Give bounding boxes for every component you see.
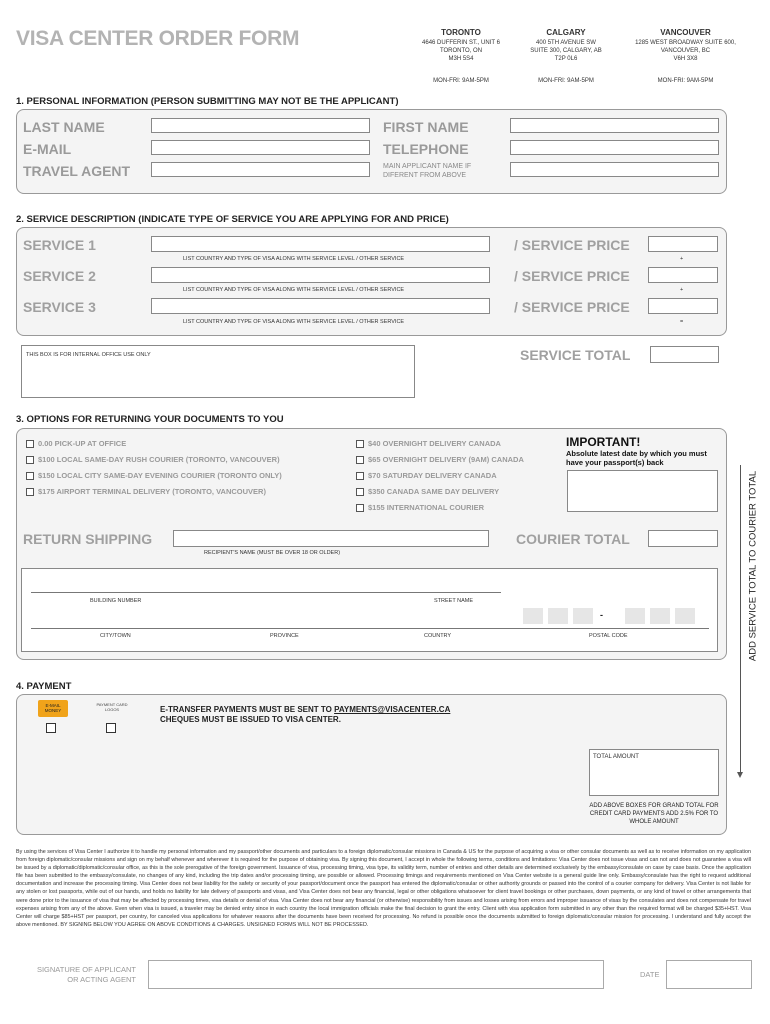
checkbox[interactable] bbox=[26, 472, 34, 480]
form-title: VISA CENTER ORDER FORM bbox=[16, 27, 300, 50]
service-3-price-input[interactable] bbox=[648, 298, 718, 314]
option-label: $350 CANADA SAME DAY DELIVERY bbox=[368, 487, 500, 496]
option-label: $65 OVERNIGHT DELIVERY (9AM) CANADA bbox=[368, 455, 524, 464]
checkbox[interactable] bbox=[356, 504, 364, 512]
postal-digit-box[interactable] bbox=[625, 608, 645, 624]
service-3-price-label: / SERVICE PRICE bbox=[514, 299, 630, 315]
office-use-label: THIS BOX IS FOR INTERNAL OFFICE USE ONLY bbox=[26, 352, 151, 358]
checkbox[interactable] bbox=[26, 440, 34, 448]
card-checkbox[interactable] bbox=[106, 723, 116, 733]
total-amount-box[interactable] bbox=[589, 749, 719, 796]
service-2-input[interactable] bbox=[151, 267, 490, 283]
office-address-line: VANCOUVER, BC bbox=[660, 48, 711, 54]
office-address-line: 4646 DUFFERIN ST., UNIT 6 bbox=[422, 40, 500, 46]
payment-email-link[interactable]: PAYMENTS@VISACENTER.CA bbox=[334, 705, 451, 714]
courier-total-input[interactable] bbox=[648, 530, 718, 547]
terms-text: By using the services of Visa Center I authorize it to handle my personal information and my passport/other documents and particulars to a foreign diplomatic/consular missions in Canada & US for the purpose of acquiring a visa or other consular documents as well as to receive information on my application from foreign diplomatic/consular missions and sign on my behalf whenever and wherever it is required for the purpose of obtaining visa. By signing this document, I accept in whole the following terms, conditions and limitations: Visa Center does not issue visas and can not and does not guarantee a visa will be issued by a diplomatic/diplomatic/consular office, as this is the sole prerogative of the foreign government. Issuance of visa, processing timing, visa type, its validity term, number of entries and other details are determined exclusively by the embassy/consulate on case by case basis. Once the application file has been submitted to the embassy/consulate, no changes of any kind, including the trip dates and/or processing timing, are possible or allowed. Processing timings and requirements mentioned on Visa Center website is a general guide line only. Embassy/consulate has the right to request additional documentation and increase the processing timing. Visa Center does not bear liability for the safety or security of your passport/document once the passport has entered the diplomatic/consular or other authority grounds or passed into the control of a courier company for delivery. Visa Center is not liable for any stolen or lost passports, while out of our hands, and holds no liability for late delivery of passports and visas, and Visa Center does not bear any financial, legal or other obligations whatsoever for client travel bookings or other purchases, down payments, or any kind of travel or other arrangements that were done prior to the issuance of visa that may be affected by processing times, visa details or denial of visa. Visa Center does not bear any financial (or otherwise) responsibility from issues and losses arising from errors and improper issuance of visas by the consulates and does not compensate for travel expenses arising from any of the above. Even when visa is issued, a traveler may be denied entry since in each country the local immigration officials make the final decision to grant the entry. Client with visa application form submitted in any other than the required format will be charged $35+HST. Visa Center will charge $85+HST per passport, per country, for canceled visa applications for whatever reasons after the documents have been received for processing. No refund is possible once the documents submitted to foreign diplomatic/consular mission for processing. I understand and fully accept the above mentioned. BY SIGNING BELOW YOU AGREE ON ABOVE CONDITIONS & CHARGES. UNSIGNED FORMS WILL NOT BE PROCESSED. bbox=[16, 849, 751, 928]
office-hours: MON-FRI: 9AM-5PM bbox=[538, 78, 594, 84]
option-international[interactable] bbox=[356, 501, 524, 514]
email-label: E-MAIL bbox=[23, 141, 72, 157]
office-address-line: T2P 0L6 bbox=[554, 56, 578, 62]
option-saturday[interactable] bbox=[356, 469, 524, 482]
service-1-hint: LIST COUNTRY AND TYPE OF VISA ALONG WITH SERVICE LEVEL / OTHER SERVICE bbox=[183, 256, 405, 262]
last-name-label: LAST NAME bbox=[23, 119, 105, 135]
address-line bbox=[31, 628, 709, 629]
country-label: COUNTRY bbox=[424, 633, 452, 639]
main-applicant-input[interactable] bbox=[510, 162, 719, 177]
equals-sign: = bbox=[680, 319, 684, 325]
etransfer-checkbox[interactable] bbox=[46, 723, 56, 733]
postal-digit-box[interactable] bbox=[548, 608, 568, 624]
service-1-input[interactable] bbox=[151, 236, 490, 252]
option-label: $175 AIRPORT TERMINAL DELIVERY (TORONTO, VANCOUVER) bbox=[38, 487, 266, 496]
checkbox[interactable] bbox=[356, 456, 364, 464]
date-field[interactable] bbox=[666, 960, 752, 989]
office-address-line: M3H 5S4 bbox=[448, 56, 474, 62]
option-rush-courier[interactable] bbox=[26, 453, 282, 466]
service-2-price-input[interactable] bbox=[648, 267, 718, 283]
checkbox[interactable] bbox=[356, 440, 364, 448]
postal-dash: - bbox=[600, 610, 603, 620]
plus-sign: + bbox=[680, 287, 684, 293]
last-name-input[interactable] bbox=[151, 118, 370, 133]
building-label: BUILDING NUMBER bbox=[90, 598, 142, 604]
arrow-down-icon bbox=[737, 772, 743, 778]
return-shipping-label: RETURN SHIPPING bbox=[23, 531, 153, 547]
option-pickup[interactable] bbox=[26, 437, 282, 450]
address-box bbox=[21, 568, 718, 652]
office-hours: MON-FRI: 9AM-5PM bbox=[433, 78, 489, 84]
office-toronto bbox=[416, 29, 506, 85]
cheque-instruction: CHEQUES MUST BE ISSUED TO VISA CENTER. bbox=[160, 715, 341, 724]
service-2-hint: LIST COUNTRY AND TYPE OF VISA ALONG WITH SERVICE LEVEL / OTHER SERVICE bbox=[183, 287, 405, 293]
signature-label bbox=[16, 965, 136, 985]
signature-label-line1: SIGNATURE OF APPLICANT bbox=[36, 965, 136, 974]
office-vancouver bbox=[628, 29, 743, 85]
section-1-heading: 1. PERSONAL INFORMATION (PERSON SUBMITTING MAY NOT BE THE APPLICANT) bbox=[16, 96, 399, 107]
telephone-label: TELEPHONE bbox=[383, 141, 469, 157]
important-text: Absolute latest date by which you must have your passport(s) back bbox=[566, 449, 707, 467]
side-arrow-line bbox=[740, 465, 741, 775]
email-input[interactable] bbox=[151, 140, 370, 155]
postal-digit-box[interactable] bbox=[650, 608, 670, 624]
etransfer-instruction bbox=[160, 705, 450, 714]
office-address-line: 400 5TH AVENUE SW bbox=[536, 40, 596, 46]
signature-label-line2: OR ACTING AGENT bbox=[67, 975, 136, 984]
option-airport-delivery[interactable] bbox=[26, 485, 282, 498]
section-2-heading: 2. SERVICE DESCRIPTION (INDICATE TYPE OF SERVICE YOU ARE APPLYING FOR AND PRICE) bbox=[16, 214, 449, 225]
travel-agent-input[interactable] bbox=[151, 162, 370, 177]
option-evening-courier[interactable] bbox=[26, 469, 282, 482]
etransfer-logo-text: E-MAIL MONEY bbox=[44, 703, 62, 713]
postal-code-label: POSTAL CODE bbox=[589, 633, 628, 639]
office-use-box bbox=[21, 345, 415, 398]
office-city: CALGARY bbox=[546, 28, 586, 37]
date-label: DATE bbox=[640, 970, 660, 979]
office-city: TORONTO bbox=[441, 28, 481, 37]
recipient-note: RECIPIENT'S NAME (MUST BE OVER 18 OR OLDER) bbox=[204, 550, 341, 556]
office-city: VANCOUVER bbox=[660, 28, 711, 37]
plus-sign: + bbox=[680, 256, 684, 262]
signature-field[interactable] bbox=[148, 960, 604, 989]
add-totals-note: ADD SERVICE TOTAL TO COURIER TOTAL bbox=[748, 466, 759, 666]
right-options bbox=[356, 437, 524, 514]
street-label: STREET NAME bbox=[434, 598, 474, 604]
city-label: CITY/TOWN bbox=[100, 633, 131, 639]
service-3-input[interactable] bbox=[151, 298, 490, 314]
checkbox[interactable] bbox=[26, 456, 34, 464]
travel-agent-label: TRAVEL AGENT bbox=[23, 163, 131, 179]
office-hours: MON-FRI: 9AM-5PM bbox=[657, 78, 714, 84]
grand-total-note: ADD ABOVE BOXES FOR GRAND TOTAL FOR CREDIT CARD PAYMENTS ADD 2.5% FOR TO WHOLE AMOUNT bbox=[589, 803, 719, 825]
checkbox[interactable] bbox=[356, 488, 364, 496]
option-label: $100 LOCAL SAME-DAY RUSH COURIER (TORONTO, VANCOUVER) bbox=[38, 455, 280, 464]
province-label: PROVINCE bbox=[270, 633, 299, 639]
latest-date-input[interactable] bbox=[567, 470, 718, 512]
etransfer-logo bbox=[38, 700, 68, 717]
main-applicant-note: MAIN APPLICANT NAME IF DIFERENT FROM ABOVE bbox=[383, 163, 472, 179]
service-3-hint: LIST COUNTRY AND TYPE OF VISA ALONG WITH SERVICE LEVEL / OTHER SERVICE bbox=[183, 319, 405, 325]
courier-total-label: COURIER TOTAL bbox=[516, 531, 630, 547]
office-address-line: TORONTO, ON bbox=[439, 48, 483, 54]
checkbox[interactable] bbox=[26, 488, 34, 496]
option-same-day-canada[interactable] bbox=[356, 485, 524, 498]
postal-digit-box[interactable] bbox=[573, 608, 593, 624]
service-total-input[interactable] bbox=[650, 346, 719, 363]
card-logo-text: PAYMENT CARD LOGOS bbox=[96, 702, 128, 712]
service-total-label: SERVICE TOTAL bbox=[520, 347, 631, 363]
option-overnight-9am[interactable] bbox=[356, 453, 524, 466]
total-amount-label: TOTAL AMOUNT bbox=[593, 754, 639, 760]
checkbox[interactable] bbox=[356, 472, 364, 480]
service-1-label: SERVICE 1 bbox=[23, 237, 96, 253]
service-2-price-label: / SERVICE PRICE bbox=[514, 268, 630, 284]
telephone-input[interactable] bbox=[510, 140, 719, 155]
address-line bbox=[31, 592, 501, 593]
office-address-line: 1285 WEST BROADWAY SUITE 600, bbox=[635, 40, 736, 46]
option-label: $155 INTERNATIONAL COURIER bbox=[368, 503, 484, 512]
service-3-label: SERVICE 3 bbox=[23, 299, 96, 315]
option-label: $40 OVERNIGHT DELIVERY CANADA bbox=[368, 439, 501, 448]
option-label: 0.00 PICK-UP AT OFFICE bbox=[38, 439, 127, 448]
service-1-price-input[interactable] bbox=[648, 236, 718, 252]
office-address-line: V6H 3X8 bbox=[673, 56, 698, 62]
card-logo bbox=[96, 702, 128, 715]
postal-digit-box[interactable] bbox=[675, 608, 695, 624]
section-3-heading: 3. OPTIONS FOR RETURNING YOUR DOCUMENTS TO YOU bbox=[16, 414, 284, 425]
service-2-label: SERVICE 2 bbox=[23, 268, 96, 284]
left-options bbox=[26, 437, 282, 498]
office-address-line: SUITE 300, CALGARY, AB bbox=[530, 48, 602, 54]
option-label: $70 SATURDAY DELIVERY CANADA bbox=[368, 471, 497, 480]
first-name-label: FIRST NAME bbox=[383, 119, 469, 135]
etransfer-prefix: E-TRANSFER PAYMENTS MUST BE SENT TO bbox=[160, 705, 335, 714]
postal-digit-box[interactable] bbox=[523, 608, 543, 624]
first-name-input[interactable] bbox=[510, 118, 719, 133]
section-4-heading: 4. PAYMENT bbox=[16, 681, 72, 692]
recipient-name-input[interactable] bbox=[173, 530, 489, 547]
option-overnight[interactable] bbox=[356, 437, 524, 450]
important-title: IMPORTANT! bbox=[566, 435, 641, 449]
service-1-price-label: / SERVICE PRICE bbox=[514, 237, 630, 253]
office-calgary bbox=[516, 29, 616, 85]
option-label: $150 LOCAL CITY SAME-DAY EVENING COURIER (TORONTO ONLY) bbox=[38, 471, 282, 480]
